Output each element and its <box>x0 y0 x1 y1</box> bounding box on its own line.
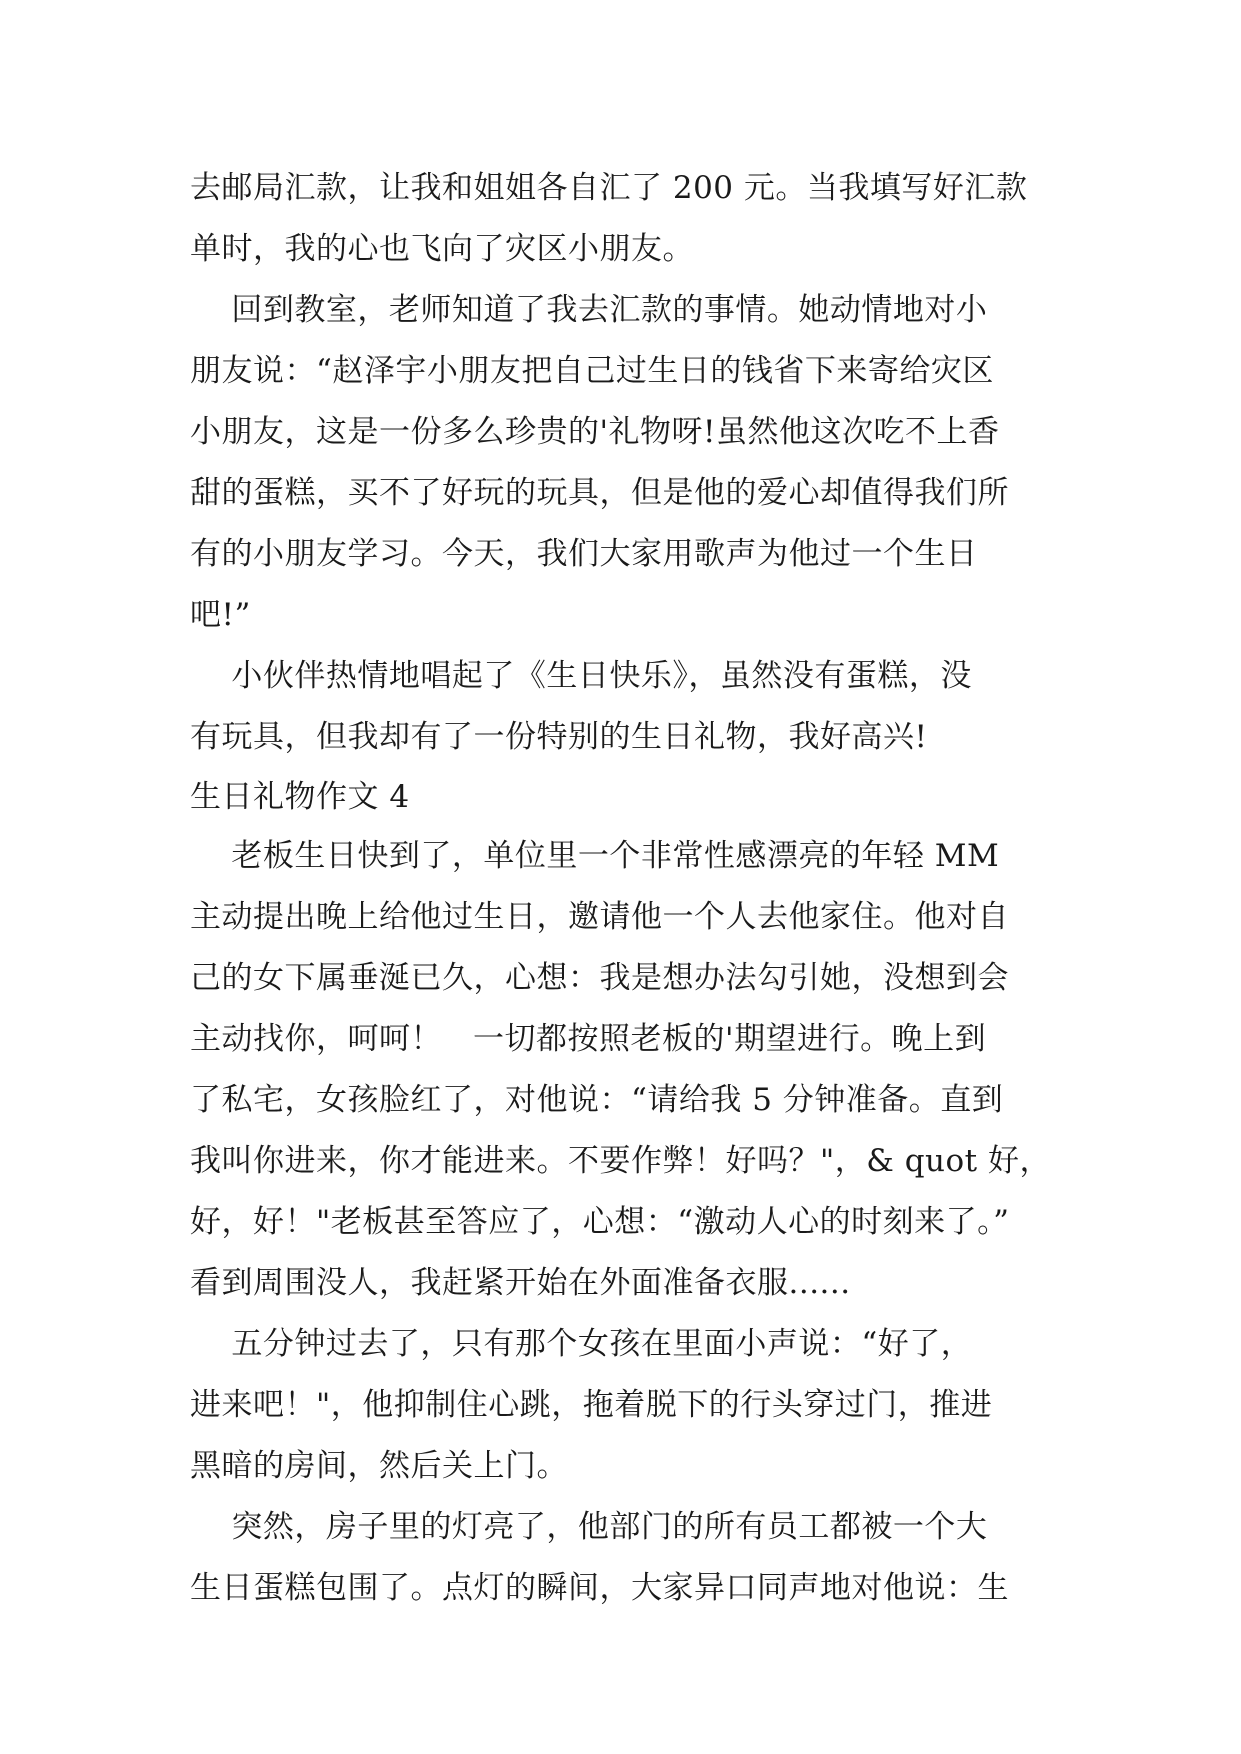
text-line: 五分钟过去了，只有那个女孩在里面小声说：“好了， <box>190 1326 973 1362</box>
section-heading: 生日礼物作文 4 <box>190 779 410 815</box>
text-line: 我叫你进来，你才能进来。不要作弊！好吗？"，& quot 好， <box>190 1143 1051 1179</box>
text-line: 黑暗的房间，然后关上门。 <box>190 1448 568 1484</box>
text-line: 主动提出晚上给他过生日，邀请他一个人去他家住。他对自 <box>190 899 1009 935</box>
document-body <box>190 158 1050 1619</box>
text-line: 有的小朋友学习。今天，我们大家用歌声为他过一个生日 <box>190 536 978 572</box>
text-line: 吧!” <box>190 597 251 633</box>
text-line: 老板生日快到了，单位里一个非常性感漂亮的年轻 MM <box>190 838 1000 874</box>
text-line: 朋友说：“赵泽宇小朋友把自己过生日的钱省下来寄给灾区 <box>190 353 994 389</box>
text-line: 主动找你，呵呵！ 一切都按照老板的'期望进行。晚上到 <box>190 1021 987 1057</box>
text-line: 己的女下属垂涎已久，心想：我是想办法勾引她，没想到会 <box>190 960 1009 996</box>
text-line: 有玩具，但我却有了一份特别的生日礼物，我好高兴! <box>190 719 928 755</box>
text-line: 回到教室，老师知道了我去汇款的事情。她动情地对小 <box>190 292 988 328</box>
text-line: 小伙伴热情地唱起了《生日快乐》，虽然没有蛋糕，没 <box>190 658 972 694</box>
text-line: 了私宅，女孩脸红了，对他说：“请给我 5 分钟准备。直到 <box>190 1082 1004 1118</box>
text-line: 去邮局汇款，让我和姐姐各自汇了 200 元。当我填写好汇款 <box>190 170 1028 206</box>
text-line: 甜的蛋糕，买不了好玩的玩具，但是他的爱心却值得我们所 <box>190 475 1009 511</box>
text-line: 看到周围没人，我赶紧开始在外面准备衣服...... <box>190 1265 851 1301</box>
text-line: 小朋友，这是一份多么珍贵的'礼物呀!虽然他这次吃不上香 <box>190 414 1000 450</box>
text-line: 单时，我的心也飞向了灾区小朋友。 <box>190 231 694 267</box>
text-line: 好，好！"老板甚至答应了，心想：“激动人心的时刻来了。” <box>190 1204 1010 1240</box>
text-line: 突然，房子里的灯亮了，他部门的所有员工都被一个大 <box>190 1509 988 1545</box>
text-line: 进来吧！"，他抑制住心跳，拖着脱下的行头穿过门，推进 <box>190 1387 993 1423</box>
text-line: 生日蛋糕包围了。点灯的瞬间，大家异口同声地对他说：生 <box>190 1570 1009 1606</box>
